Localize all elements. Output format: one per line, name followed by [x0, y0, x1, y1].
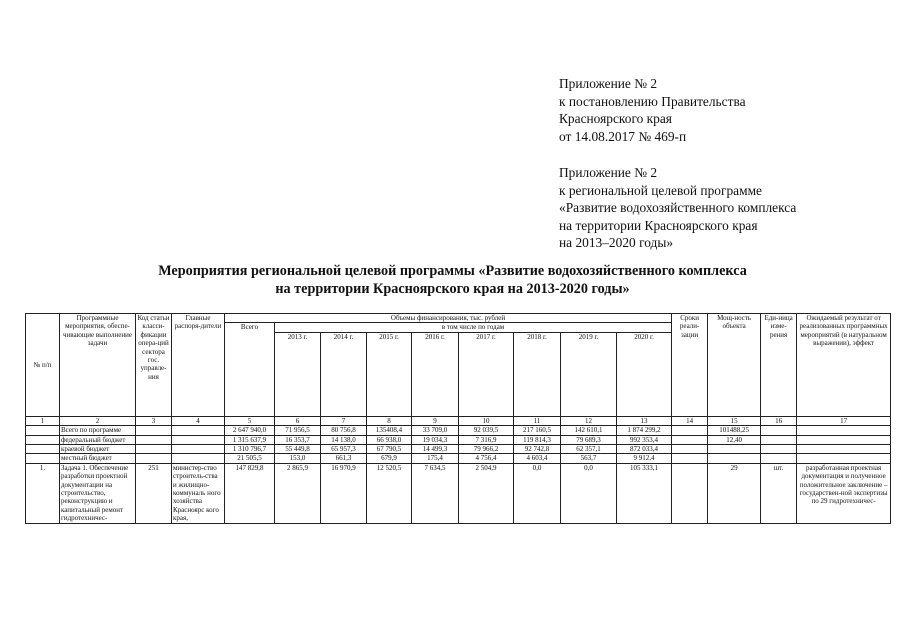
header-managers: Главные распоря-дители — [172, 314, 225, 417]
row-unit — [761, 454, 797, 463]
column-number: 3 — [136, 416, 172, 425]
row-year-value: 19 034,3 — [412, 435, 459, 444]
appendix-to-program — [559, 164, 796, 252]
row-year-value: 105 333,1 — [617, 463, 672, 523]
program-measures-table — [25, 313, 891, 524]
row-manager — [172, 426, 225, 435]
header-volumes: Объемы финансирования, тыс. рублей — [225, 314, 672, 323]
appendix-line: от 14.08.2017 № 469-п — [559, 128, 687, 144]
row-year-value: 16 970,9 — [321, 463, 367, 523]
header-year: 2016 г. — [412, 332, 459, 416]
row-year-value: 661,3 — [321, 454, 367, 463]
row-terms — [672, 426, 708, 435]
column-number: 12 — [561, 416, 617, 425]
row-year-value: 2 504,9 — [459, 463, 514, 523]
row-total: 2 647 940,0 — [225, 426, 275, 435]
row-terms — [672, 454, 708, 463]
row-number: 1. — [26, 463, 60, 523]
row-year-value: 153,0 — [275, 454, 321, 463]
row-event: Задача 1. Обеспечение разработки проектной документации на строительство, реконструкцию и капитальный ремонт гидротехничес- — [60, 463, 136, 523]
appendix-line: «Развитие водохозяйственного комплекса — [559, 200, 797, 216]
row-result: разработанная проектная документация и полученное положительное заключение – государствен-ной экспертизы по 29 гидротехничес- — [797, 463, 891, 523]
row-year-value: 12 520,5 — [367, 463, 412, 523]
row-year-value: 7 634,5 — [412, 463, 459, 523]
row-total: 21 505,5 — [225, 454, 275, 463]
appendix-line: Приложение № 2 — [559, 165, 658, 180]
row-result — [797, 426, 891, 435]
column-number: 11 — [514, 416, 561, 425]
column-number: 7 — [321, 416, 367, 425]
row-code — [136, 426, 172, 435]
column-number: 13 — [617, 416, 672, 425]
column-number: 5 — [225, 416, 275, 425]
appendix-line: к региональной целевой программе — [559, 182, 762, 198]
row-unit — [761, 445, 797, 454]
row-code: 251 — [136, 463, 172, 523]
row-year-value: 14 499,3 — [412, 445, 459, 454]
row-code — [136, 435, 172, 444]
row-result — [797, 454, 891, 463]
column-number: 1 — [26, 416, 60, 425]
row-year-value: 4 603,4 — [514, 454, 561, 463]
column-number: 4 — [172, 416, 225, 425]
row-capacity: 12,40 — [708, 435, 761, 444]
row-number — [26, 426, 60, 435]
row-number — [26, 454, 60, 463]
row-number — [26, 435, 60, 444]
column-number: 15 — [708, 416, 761, 425]
appendix-line: Приложение № 2 — [559, 76, 658, 91]
appendix-line: на территории Красноярского края — [559, 217, 758, 233]
row-year-value: 679,9 — [367, 454, 412, 463]
row-year-value: 4 756,4 — [459, 454, 514, 463]
row-number — [26, 445, 60, 454]
row-year-value: 142 610,1 — [561, 426, 617, 435]
row-total: 1 310 796,7 — [225, 445, 275, 454]
row-total: 147 829,8 — [225, 463, 275, 523]
row-unit: шт. — [761, 463, 797, 523]
header-year: 2014 г. — [321, 332, 367, 416]
row-event: федеральный бюджет — [60, 435, 136, 444]
row-year-value: 0,0 — [561, 463, 617, 523]
appendix-to-resolution — [559, 75, 746, 145]
table-row — [26, 463, 891, 523]
header-terms: Сроки реали-зации — [672, 314, 708, 417]
table-row — [26, 426, 891, 435]
appendix-line: Красноярского края — [559, 111, 672, 127]
row-year-value: 992 353,4 — [617, 435, 672, 444]
row-year-value: 16 353,7 — [275, 435, 321, 444]
row-year-value: 872 033,4 — [617, 445, 672, 454]
row-unit — [761, 435, 797, 444]
header-year: 2018 г. — [514, 332, 561, 416]
row-capacity: 29 — [708, 463, 761, 523]
row-year-value: 217 160,5 — [514, 426, 561, 435]
row-capacity: 101488,25 — [708, 426, 761, 435]
row-year-value: 80 756,8 — [321, 426, 367, 435]
row-year-value: 62 357,1 — [561, 445, 617, 454]
column-number: 16 — [761, 416, 797, 425]
row-year-value: 9 912,4 — [617, 454, 672, 463]
table-row — [26, 454, 891, 463]
header-result: Ожидаемый результат от реализованных программных мероприятий (в натуральном выражении), эффект — [797, 314, 891, 417]
row-terms — [672, 445, 708, 454]
column-number: 6 — [275, 416, 321, 425]
header-by-years: в том числе по годам — [275, 323, 672, 332]
row-unit — [761, 426, 797, 435]
column-number: 9 — [412, 416, 459, 425]
appendix-line: к постановлению Правительства — [559, 93, 746, 109]
table-row — [26, 435, 891, 444]
row-terms — [672, 435, 708, 444]
column-number: 14 — [672, 416, 708, 425]
row-year-value: 71 956,5 — [275, 426, 321, 435]
row-manager — [172, 445, 225, 454]
row-year-value: 79 966,2 — [459, 445, 514, 454]
header-year: 2019 г. — [561, 332, 617, 416]
row-year-value: 135408,4 — [367, 426, 412, 435]
row-year-value: 119 814,3 — [514, 435, 561, 444]
column-number: 17 — [797, 416, 891, 425]
row-year-value: 55 449,8 — [275, 445, 321, 454]
row-capacity — [708, 445, 761, 454]
row-year-value: 175,4 — [412, 454, 459, 463]
row-event: краевой бюджет — [60, 445, 136, 454]
header-code: Код статьи класси-фикации опера-ций сектора гос. управле-ния — [136, 314, 172, 417]
row-result — [797, 435, 891, 444]
header-year: 2013 г. — [275, 332, 321, 416]
header-total: Всего — [225, 323, 275, 416]
header-num: № п/п — [26, 314, 60, 417]
row-manager: министер-ство строитель-ства и жилищно-коммуналь ного хозяйства Красноярс кого края, — [172, 463, 225, 523]
title-line: Мероприятия региональной целевой программы «Развитие водохозяйственного комплекса — [158, 263, 747, 279]
row-capacity — [708, 454, 761, 463]
row-year-value: 66 938,0 — [367, 435, 412, 444]
row-year-value: 1 874 299,2 — [617, 426, 672, 435]
column-number: 2 — [60, 416, 136, 425]
column-number-row — [26, 416, 891, 425]
row-event: Всего по программе — [60, 426, 136, 435]
row-year-value: 79 689,3 — [561, 435, 617, 444]
column-number: 8 — [367, 416, 412, 425]
appendix-line: на 2013–2020 годы» — [559, 235, 674, 251]
row-year-value: 7 316,9 — [459, 435, 514, 444]
row-event: местный бюджет — [60, 454, 136, 463]
header-unit: Еди-ница изме-рения — [761, 314, 797, 417]
row-result — [797, 445, 891, 454]
row-manager — [172, 435, 225, 444]
row-year-value: 0,0 — [514, 463, 561, 523]
row-code — [136, 445, 172, 454]
row-year-value: 33 709,0 — [412, 426, 459, 435]
header-year: 2017 г. — [459, 332, 514, 416]
row-year-value: 92 742,8 — [514, 445, 561, 454]
row-total: 1 315 637,9 — [225, 435, 275, 444]
row-year-value: 92 039,5 — [459, 426, 514, 435]
row-year-value: 65 957,3 — [321, 445, 367, 454]
row-year-value: 14 138,0 — [321, 435, 367, 444]
header-year: 2020 г. — [617, 332, 672, 416]
header-capacity: Мощ-ность объекта — [708, 314, 761, 417]
document-title — [90, 262, 815, 298]
title-line: на территории Красноярского края на 2013-2020 годы» — [275, 281, 630, 297]
header-year: 2015 г. — [367, 332, 412, 416]
row-code — [136, 454, 172, 463]
row-manager — [172, 454, 225, 463]
row-year-value: 67 790,5 — [367, 445, 412, 454]
column-number: 10 — [459, 416, 514, 425]
row-year-value: 2 865,9 — [275, 463, 321, 523]
table-row — [26, 445, 891, 454]
header-events: Программные мероприятия, обеспе-чивающие выполнение задачи — [60, 314, 136, 417]
row-terms — [672, 463, 708, 523]
row-year-value: 563,7 — [561, 454, 617, 463]
